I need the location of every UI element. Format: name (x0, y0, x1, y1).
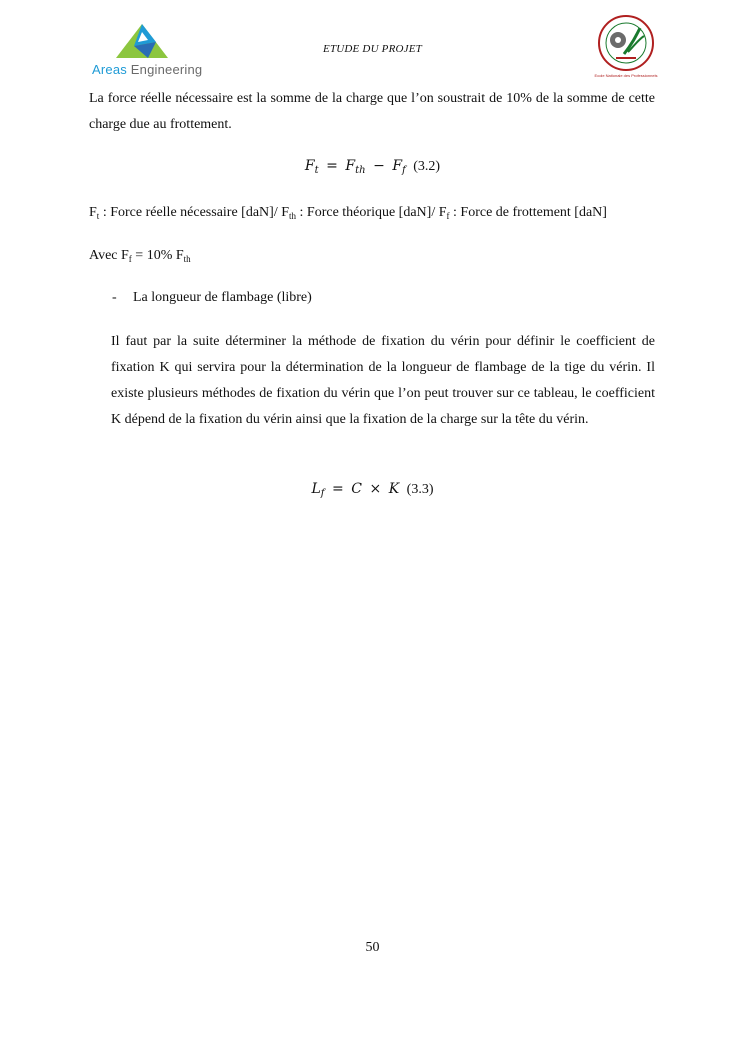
eq2-lhs-sub: f (320, 488, 325, 499)
paragraph-fixation: Il faut par la suite déterminer la méthode de fixation du vérin pour définir le coefficient de fixation K qui servira pour la détermination de la longueur de flambage de la tige du vérin. Il existe plusieurs méthodes de fixation du vérin que l’on peut trouver sur ce tableau, le coefficient K dépend de la fixation du vérin ainsi que la fixation de la charge sur la tête du vérin. (111, 334, 655, 427)
eq2-term-c: C (351, 481, 362, 497)
eq1-number: (3.2) (413, 159, 441, 174)
page-number: 50 (365, 940, 380, 955)
eq1-lhs-sub: t (314, 165, 319, 176)
legend-symbol-ff-sub: f (446, 211, 450, 221)
eq1-minus: − (373, 158, 385, 174)
bullet-item (112, 290, 312, 306)
eq2-number: (3.3) (406, 482, 434, 497)
eq1-equals: = (326, 158, 338, 174)
legend-symbol-fth-sub: th (289, 211, 297, 221)
eq1-lhs: F (304, 158, 315, 174)
eq2-times: × (369, 481, 382, 497)
legend-text-ff: : Force de frottement [daN] (449, 205, 607, 220)
school-seal-logo (594, 14, 658, 80)
header-title: ETUDE DU PROJET (323, 43, 422, 55)
seal-icon (594, 14, 658, 72)
bullet-text: La longueur de flambage (libre) (133, 290, 312, 305)
eq2-lhs: L (311, 481, 321, 497)
eq1-term-a: F (345, 158, 356, 174)
brand-name (92, 62, 202, 77)
avec-text-2: = 10% F (131, 248, 184, 263)
avec-sub-1: f (128, 254, 132, 264)
eq1-term-b-sub: f (402, 165, 406, 176)
paragraph-force: La force réelle nécessaire est la somme de la charge que l’on soustrait de 10% de la somme de cette charge due au frottement. (89, 91, 655, 132)
brand-part2: Engineering (130, 62, 203, 77)
legend-symbol-ff: F (438, 205, 447, 220)
brand-part1: Areas (92, 62, 127, 77)
legend-text-fth: : Force théorique [daN]/ (296, 205, 439, 220)
eq1-term-a-sub: th (355, 165, 366, 176)
avec-text-1: Avec F (89, 248, 129, 263)
legend-text-ft: : Force réelle nécessaire [daN]/ (99, 205, 282, 220)
bullet-dash: - (112, 290, 117, 305)
legend-symbol-fth: F (281, 205, 290, 220)
avec-line (89, 248, 191, 264)
equation-3-3 (0, 481, 745, 499)
avec-sub-2: th (183, 254, 191, 264)
eq1-term-b: F (392, 158, 403, 174)
legend-symbol-ft: F (89, 205, 97, 220)
eq2-equals: = (332, 481, 344, 497)
legend-symbol-ft-sub: t (96, 211, 100, 221)
variables-legend (89, 205, 607, 221)
equation-3-2 (0, 158, 745, 176)
seal-caption: Ecole Nationale des Professionnels (594, 73, 658, 78)
eq2-term-k: K (388, 481, 400, 497)
